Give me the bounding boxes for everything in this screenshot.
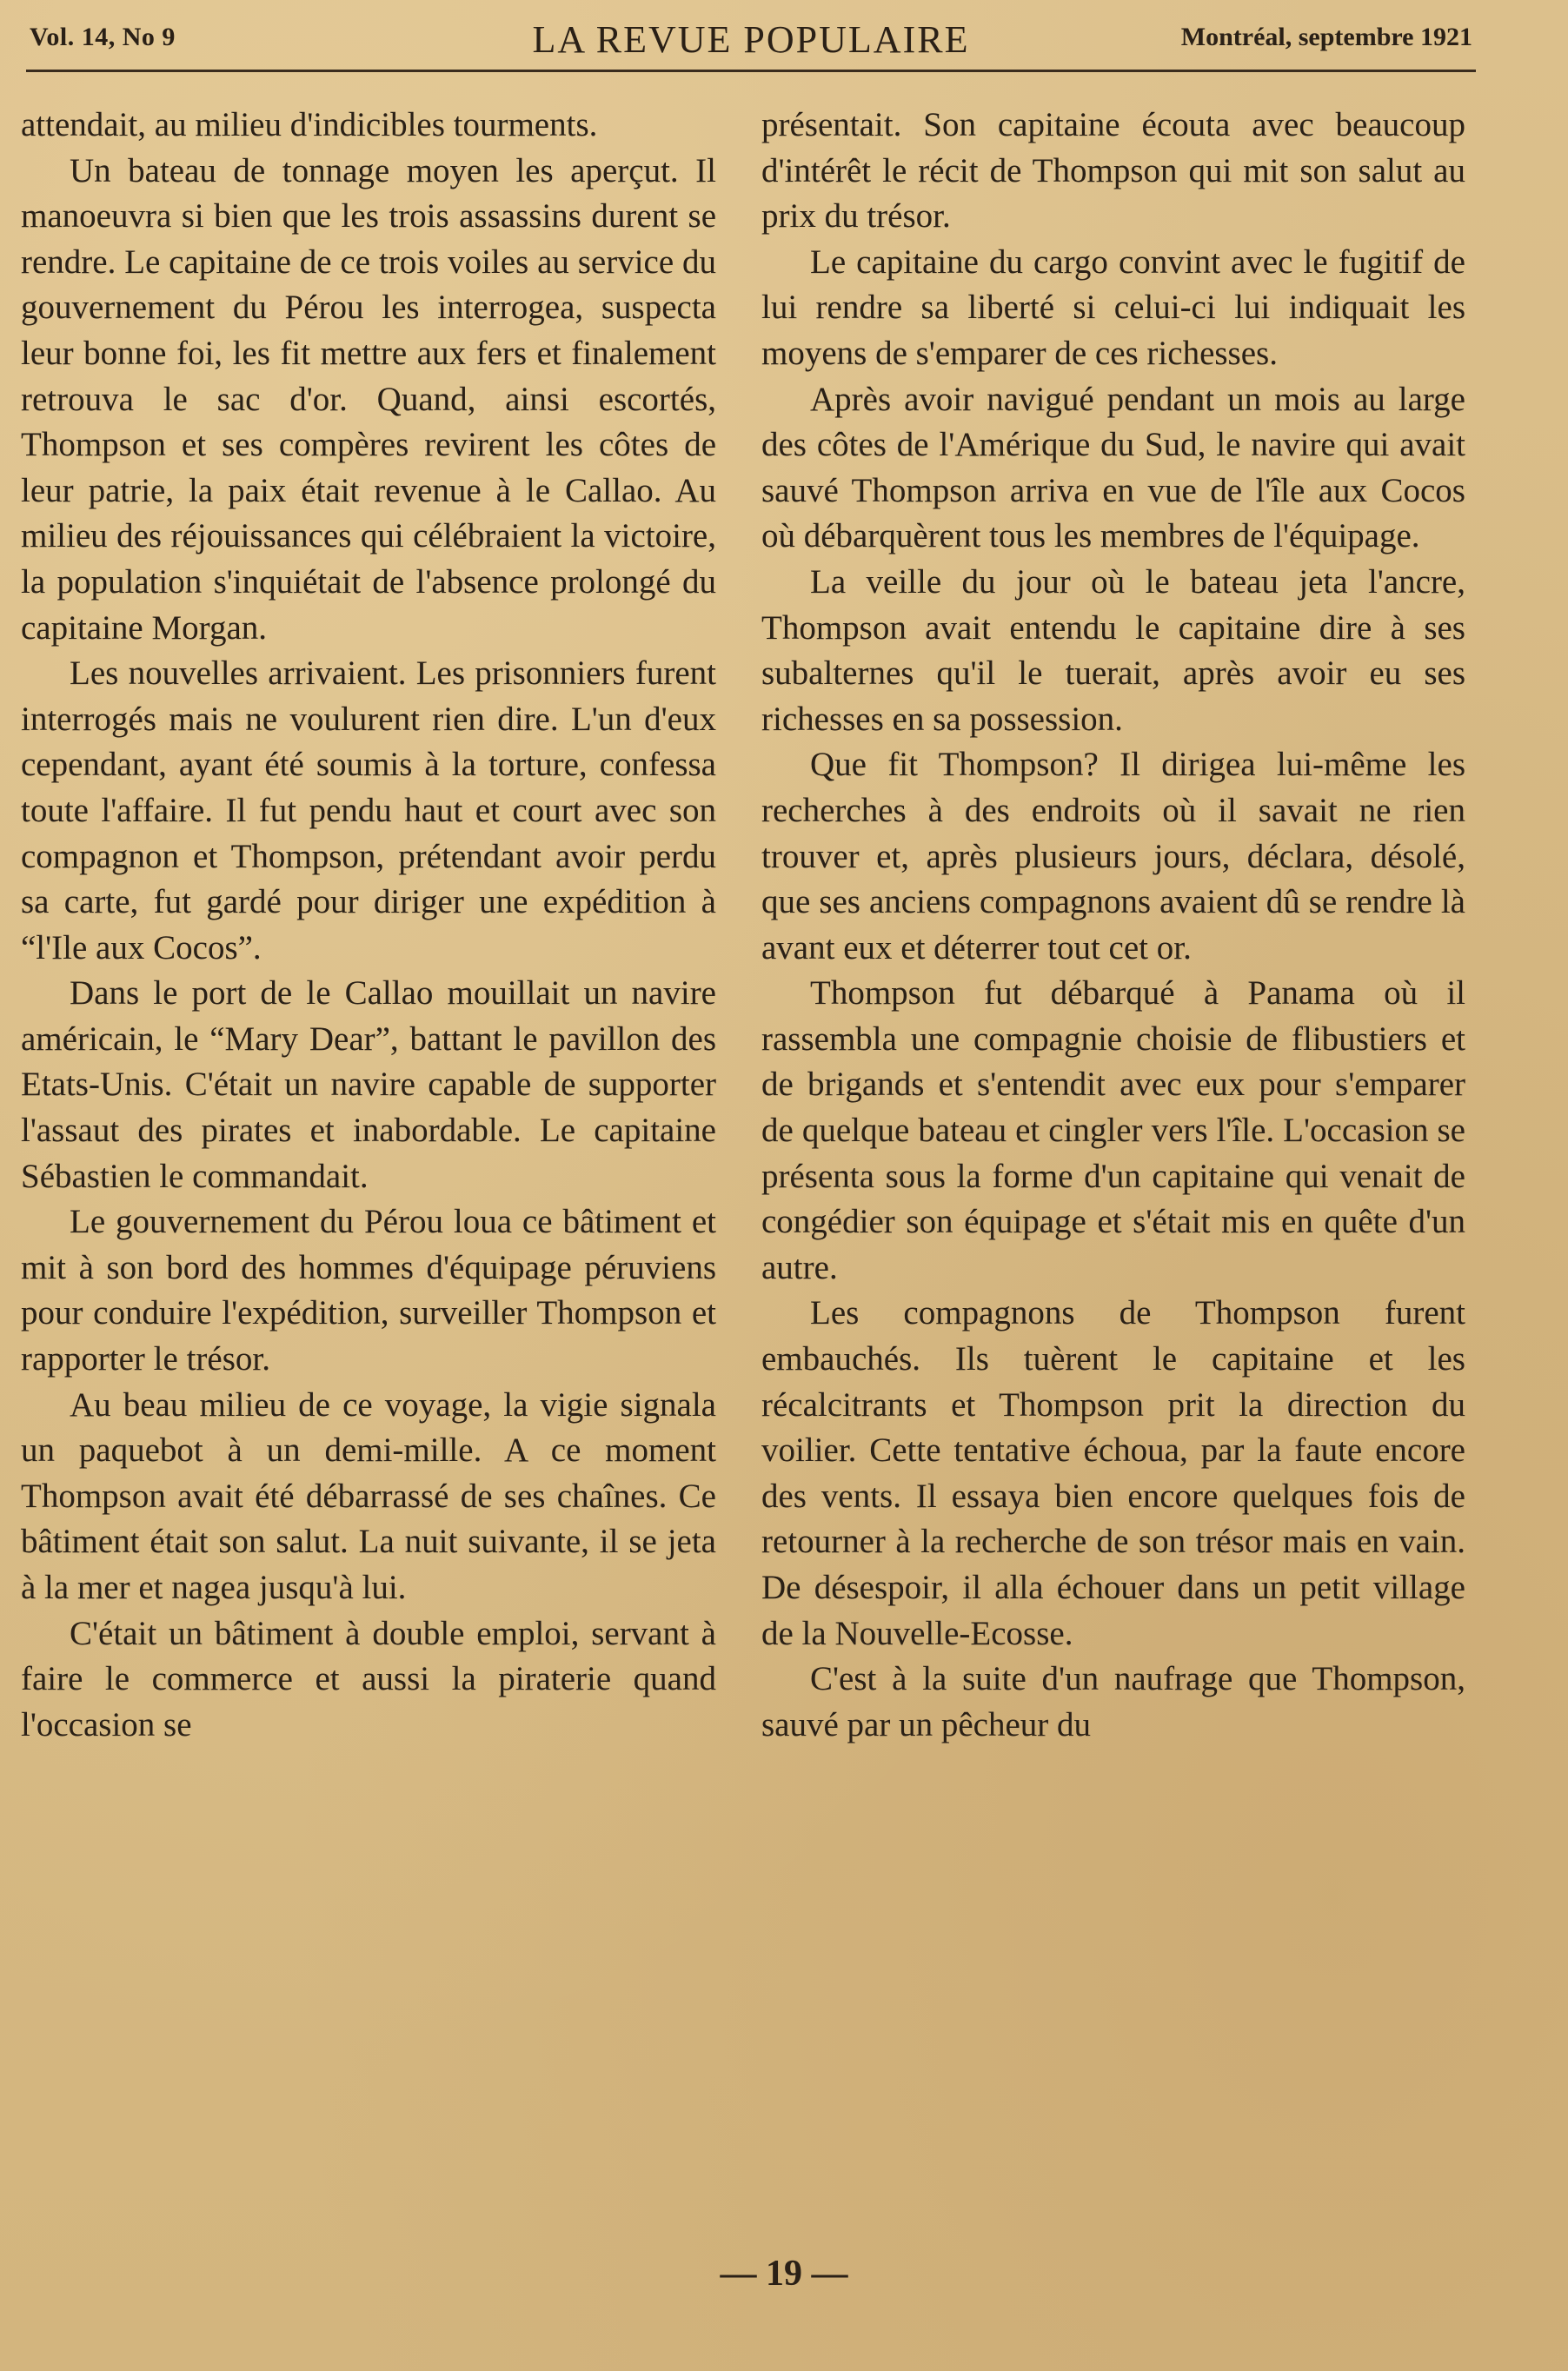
paragraph: Après avoir navigué pendant un mois au large des côtes de l'Amérique du Sud, le navire qui avait sauvé Thompson arriva en vue de l'île aux Cocos où débarquèrent tous les membres de l'équipage. [761, 380, 1465, 555]
paragraph: La veille du jour où le bateau jeta l'ancre, Thompson avait entendu le capitaine dire à ses subalternes qu'il le tuerait, après avoir eu ses richesses en sa possession. [761, 562, 1465, 738]
paragraph: Au beau milieu de ce voyage, la vigie signala un paquebot à un demi-mille. A ce moment Thompson avait été débarrassé de ses chaînes. Ce bâtiment était son salut. La nuit suivante, il se jeta à la mer et nagea jusqu'à lui. [21, 1385, 716, 1606]
paragraph: Un bateau de tonnage moyen les aperçut. Il manoeuvra si bien que les trois assassins durent se rendre. Le capitaine de ce trois voiles au service du gouvernement du Pérou les interrogea, suspecta leur bonne foi, les fit mettre aux fers et finalement retrouva le sac d'or. Quand, ainsi escortés, Thompson et ses compères revirent les côtes de leur patrie, la paix était revenue à le Callao. Au milieu des réjouissances qui célébraient la victoire, la population s'inquiétait de l'absence prolongé du capitaine Morgan. [21, 151, 716, 647]
left-column [21, 103, 716, 1748]
paragraph: présentait. Son capitaine écouta avec beaucoup d'intérêt le récit de Thompson qui mit son salut au prix du trésor. [761, 106, 1465, 236]
paragraph: Le gouvernement du Pérou loua ce bâtiment et mit à son bord des hommes d'équipage péruviens pour conduire l'expédition, surveiller Thompson et rapporter le trésor. [21, 1203, 716, 1378]
paragraph: Dans le port de le Callao mouillait un navire américain, le “Mary Dear”, battant le pavillon des Etats-Unis. C'était un navire capable de supporter l'assaut des pirates et inabordable. Le capitaine Sébastien le commandait. [21, 974, 716, 1195]
paragraph: Le capitaine du cargo convint avec le fugitif de lui rendre sa liberté si celui-ci lui indiquait les moyens de s'emparer de ces richesses. [761, 242, 1465, 372]
right-column [761, 103, 1465, 1748]
publication-date: Montréal, septembre 1921 [1180, 23, 1472, 51]
volume-issue: Vol. 14, No 9 [30, 23, 176, 51]
paragraph: C'était un bâtiment à double emploi, servant à faire le commerce et aussi la piraterie quand l'occasion se [21, 1614, 716, 1743]
paragraph: attendait, au milieu d'indicibles tourments. [21, 106, 598, 143]
page-header [30, 12, 1472, 63]
paragraph: C'est à la suite d'un naufrage que Thompson, sauvé par un pêcheur du [761, 1660, 1465, 1743]
header-rule [26, 70, 1476, 72]
publication-title: LA REVUE POPULAIRE [532, 18, 970, 61]
paragraph: Les compagnons de Thompson furent embauchés. Ils tuèrent le capitaine et les récalcitrants et Thompson prit la direction du voilier. Cette tentative échoua, par la faute encore des vents. Il essaya bien encore quelques fois de retourner à la recherche de son trésor mais en vain. De désespoir, il alla échouer dans un petit village de la Nouvelle-Ecosse. [761, 1294, 1465, 1652]
paragraph: Thompson fut débarqué à Panama où il rassembla une compagnie choisie de flibustiers et de brigands et s'entendit avec eux pour s'emparer de quelque bateau et cingler vers l'île. L'occasion se présenta sous la forme d'un capitaine qui venait de congédier son équipage et s'était mis en quête d'un autre. [761, 974, 1465, 1286]
paragraph: Que fit Thompson? Il dirigea lui-même les recherches à des endroits où il savait ne rien trouver et, après plusieurs jours, déclara, désolé, que ses anciens compagnons avaient dû se rendre là avant eux et déterrer tout cet or. [761, 746, 1465, 966]
page-number: — 19 — [720, 2254, 848, 2294]
paragraph: Les nouvelles arrivaient. Les prisonniers furent interrogés mais ne voulurent rien dire. L'un d'eux cependant, ayant été soumis à la torture, confessa toute l'affaire. Il fut pendu haut et court avec son compagnon et Thompson, prétendant avoir perdu sa carte, fut gardé pour diriger une expédition à “l'Ile aux Cocos”. [21, 654, 716, 966]
